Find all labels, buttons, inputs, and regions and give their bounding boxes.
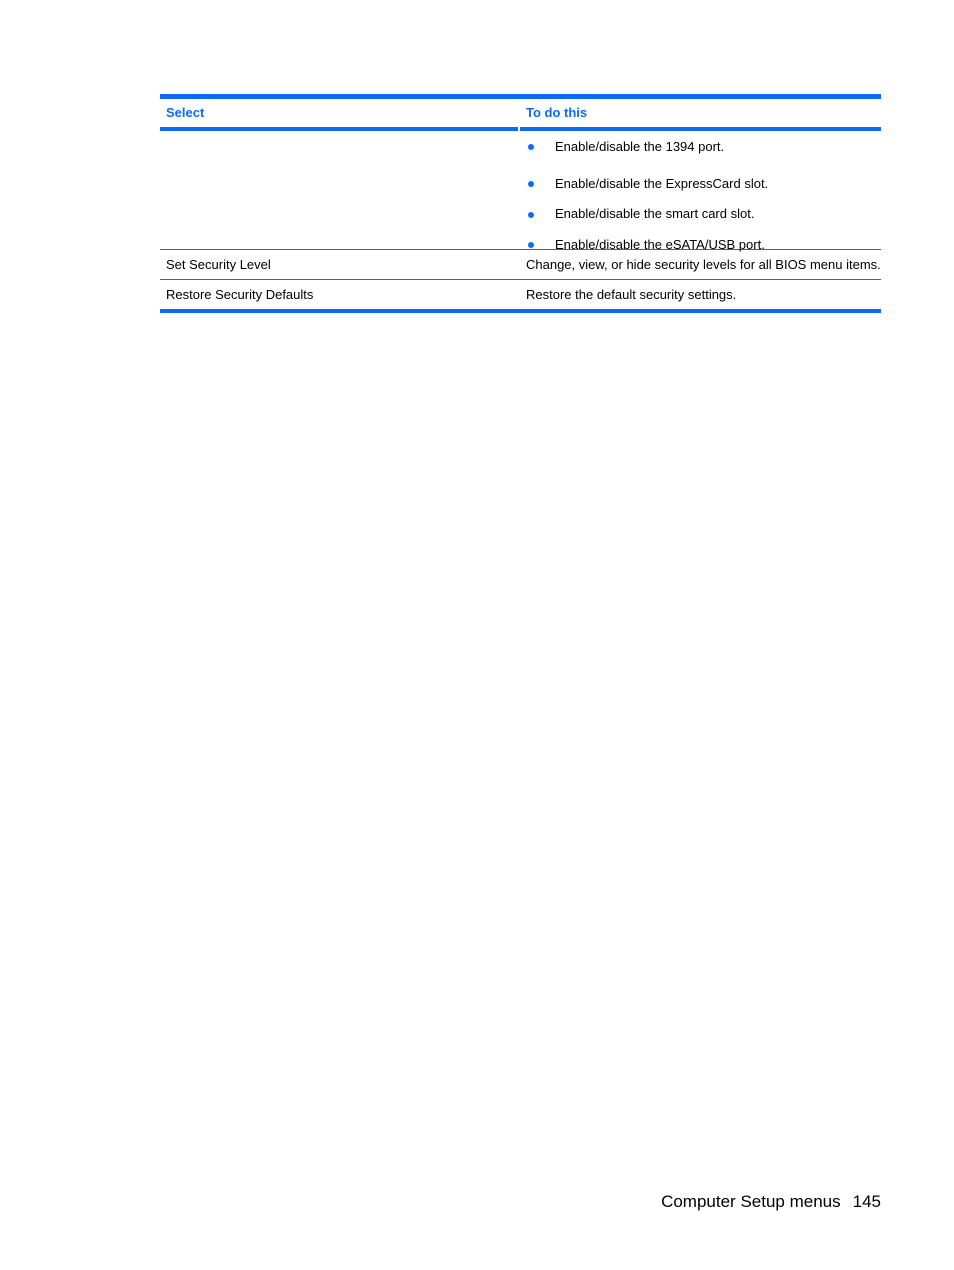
- bullet-icon: [528, 212, 534, 218]
- list-item-text: Enable/disable the ExpressCard slot.: [555, 175, 769, 191]
- bullet-icon: [528, 144, 534, 150]
- page-footer: [661, 1192, 881, 1212]
- footer-section-title: Computer Setup menus: [661, 1192, 841, 1211]
- bullet-icon: [528, 242, 534, 248]
- table-bottom-rule: [160, 309, 881, 313]
- cell-select: [160, 131, 520, 249]
- table-header-row: [160, 99, 881, 127]
- page-number: 145: [852, 1192, 881, 1211]
- header-todo: To do this: [526, 105, 588, 120]
- settings-table: [160, 94, 881, 313]
- cell-todo: Restore the default security settings.: [526, 286, 737, 302]
- list-item: [526, 229, 881, 260]
- cell-todo: Change, view, or hide security levels for all BIOS menu items.: [526, 256, 881, 272]
- cell-select: Restore Security Defaults: [166, 286, 314, 302]
- list-item-text: Enable/disable the smart card slot.: [555, 206, 755, 222]
- cell-todo: [520, 131, 881, 252]
- list-item: [526, 168, 881, 199]
- list-item-text: Enable/disable the eSATA/USB port.: [555, 236, 765, 252]
- list-item: [526, 138, 881, 154]
- table-row: [160, 280, 881, 310]
- cell-select: Set Security Level: [166, 256, 271, 272]
- bullet-icon: [528, 181, 534, 187]
- table-row: [160, 131, 881, 250]
- header-select: Select: [166, 105, 205, 120]
- list-item-text: Enable/disable the 1394 port.: [555, 138, 725, 154]
- list-item: [526, 199, 881, 230]
- bullet-list: [526, 131, 881, 260]
